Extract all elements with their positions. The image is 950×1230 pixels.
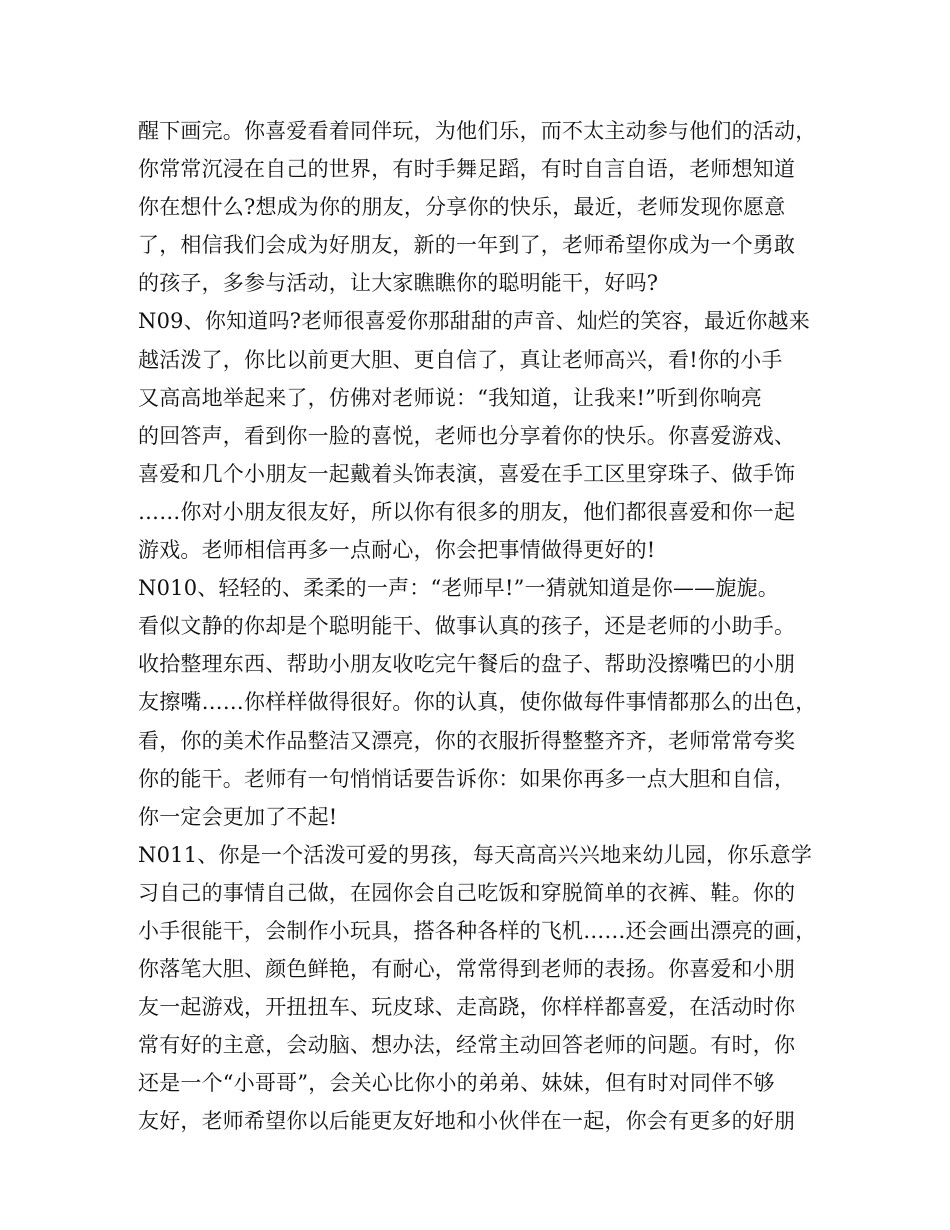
text-line: 你常常沉浸在自己的世界，有时手舞足蹈，有时自言自语，老师想知道 bbox=[138, 157, 796, 182]
text-line: 的孩子，多参与活动，让大家瞧瞧你的聪明能干，好吗? bbox=[138, 271, 659, 296]
text-line: 友一起游戏，开扭扭车、玩皮球、走高跷，你样样都喜爱，在活动时你 bbox=[138, 995, 796, 1020]
text-line: 友好，老师希望你以后能更友好地和小伙伴在一起，你会有更多的好朋 bbox=[138, 1109, 796, 1134]
text-line: 友擦嘴……你样样做得很好。你的认真，使你做每件事情都那么的出色， bbox=[138, 690, 817, 715]
text-line: 看似文静的你却是个聪明能干、做事认真的孩子，还是老师的小助手。 bbox=[138, 614, 796, 639]
text-line: ……你对小朋友很友好，所以你有很多的朋友，他们都很喜爱和你一起 bbox=[138, 499, 796, 524]
text-line: 又高高地举起来了，仿佛对老师说：“我知道，让我来!”听到你响亮 bbox=[138, 385, 763, 410]
text-line: 醒下画完。你喜爱看着同伴玩，为他们乐，而不太主动参与他们的活动， bbox=[138, 119, 817, 143]
text-line: 你一定会更加了不起! bbox=[138, 804, 338, 829]
text-line: 游戏。老师相信再多一点耐心，你会把事情做得更好的! bbox=[138, 538, 656, 563]
text-line: 喜爱和几个小朋友一起戴着头饰表演，喜爱在手工区里穿珠子、做手饰 bbox=[138, 461, 796, 486]
text-line: 小手很能干，会制作小玩具，搭各种各样的飞机……还会画出漂亮的画， bbox=[138, 918, 817, 943]
text-line: 看，你的美术作品整洁又漂亮，你的衣服折得整整齐齐，老师常常夸奖 bbox=[138, 728, 796, 753]
text-line: 常有好的主意，会动脑、想办法，经常主动回答老师的问题。有时，你 bbox=[138, 1033, 796, 1058]
text-line: N011、你是一个活泼可爱的男孩，每天高高兴兴地来幼儿园，你乐意学 bbox=[138, 842, 813, 867]
text-line: 你落笔大胆、颜色鲜艳，有耐心，常常得到老师的表扬。你喜爱和小朋 bbox=[138, 957, 796, 982]
text-line: N09、你知道吗?老师很喜爱你那甜甜的声音、灿烂的笑容，最近你越来 bbox=[138, 309, 810, 334]
document-body bbox=[138, 112, 828, 1141]
text-line: 收拾整理东西、帮助小朋友收吃完午餐后的盘子、帮助没擦嘴巴的小朋 bbox=[138, 652, 796, 677]
text-line: 你的能干。老师有一句悄悄话要告诉你：如果你再多一点大胆和自信， bbox=[138, 766, 796, 791]
text-line: 的回答声，看到你一脸的喜悦，老师也分享着你的快乐。你喜爱游戏、 bbox=[138, 423, 796, 448]
text-line: N010、轻轻的、柔柔的一声：“老师早!”一猜就知道是你——旎旎。 bbox=[138, 576, 779, 601]
text-line: 越活泼了，你比以前更大胆、更自信了，真让老师高兴，看!你的小手 bbox=[138, 347, 783, 372]
text-line: 了，相信我们会成为好朋友，新的一年到了，老师希望你成为一个勇敢 bbox=[138, 233, 796, 258]
text-line: 还是一个“小哥哥”，会关心比你小的弟弟、妹妹，但有时对同伴不够 bbox=[138, 1071, 775, 1096]
text-line: 你在想什么?想成为你的朋友，分享你的快乐，最近，老师发现你愿意 bbox=[138, 195, 786, 220]
text-line: 习自己的事情自己做，在园你会自己吃饭和穿脱简单的衣裤、鞋。你的 bbox=[138, 880, 796, 905]
